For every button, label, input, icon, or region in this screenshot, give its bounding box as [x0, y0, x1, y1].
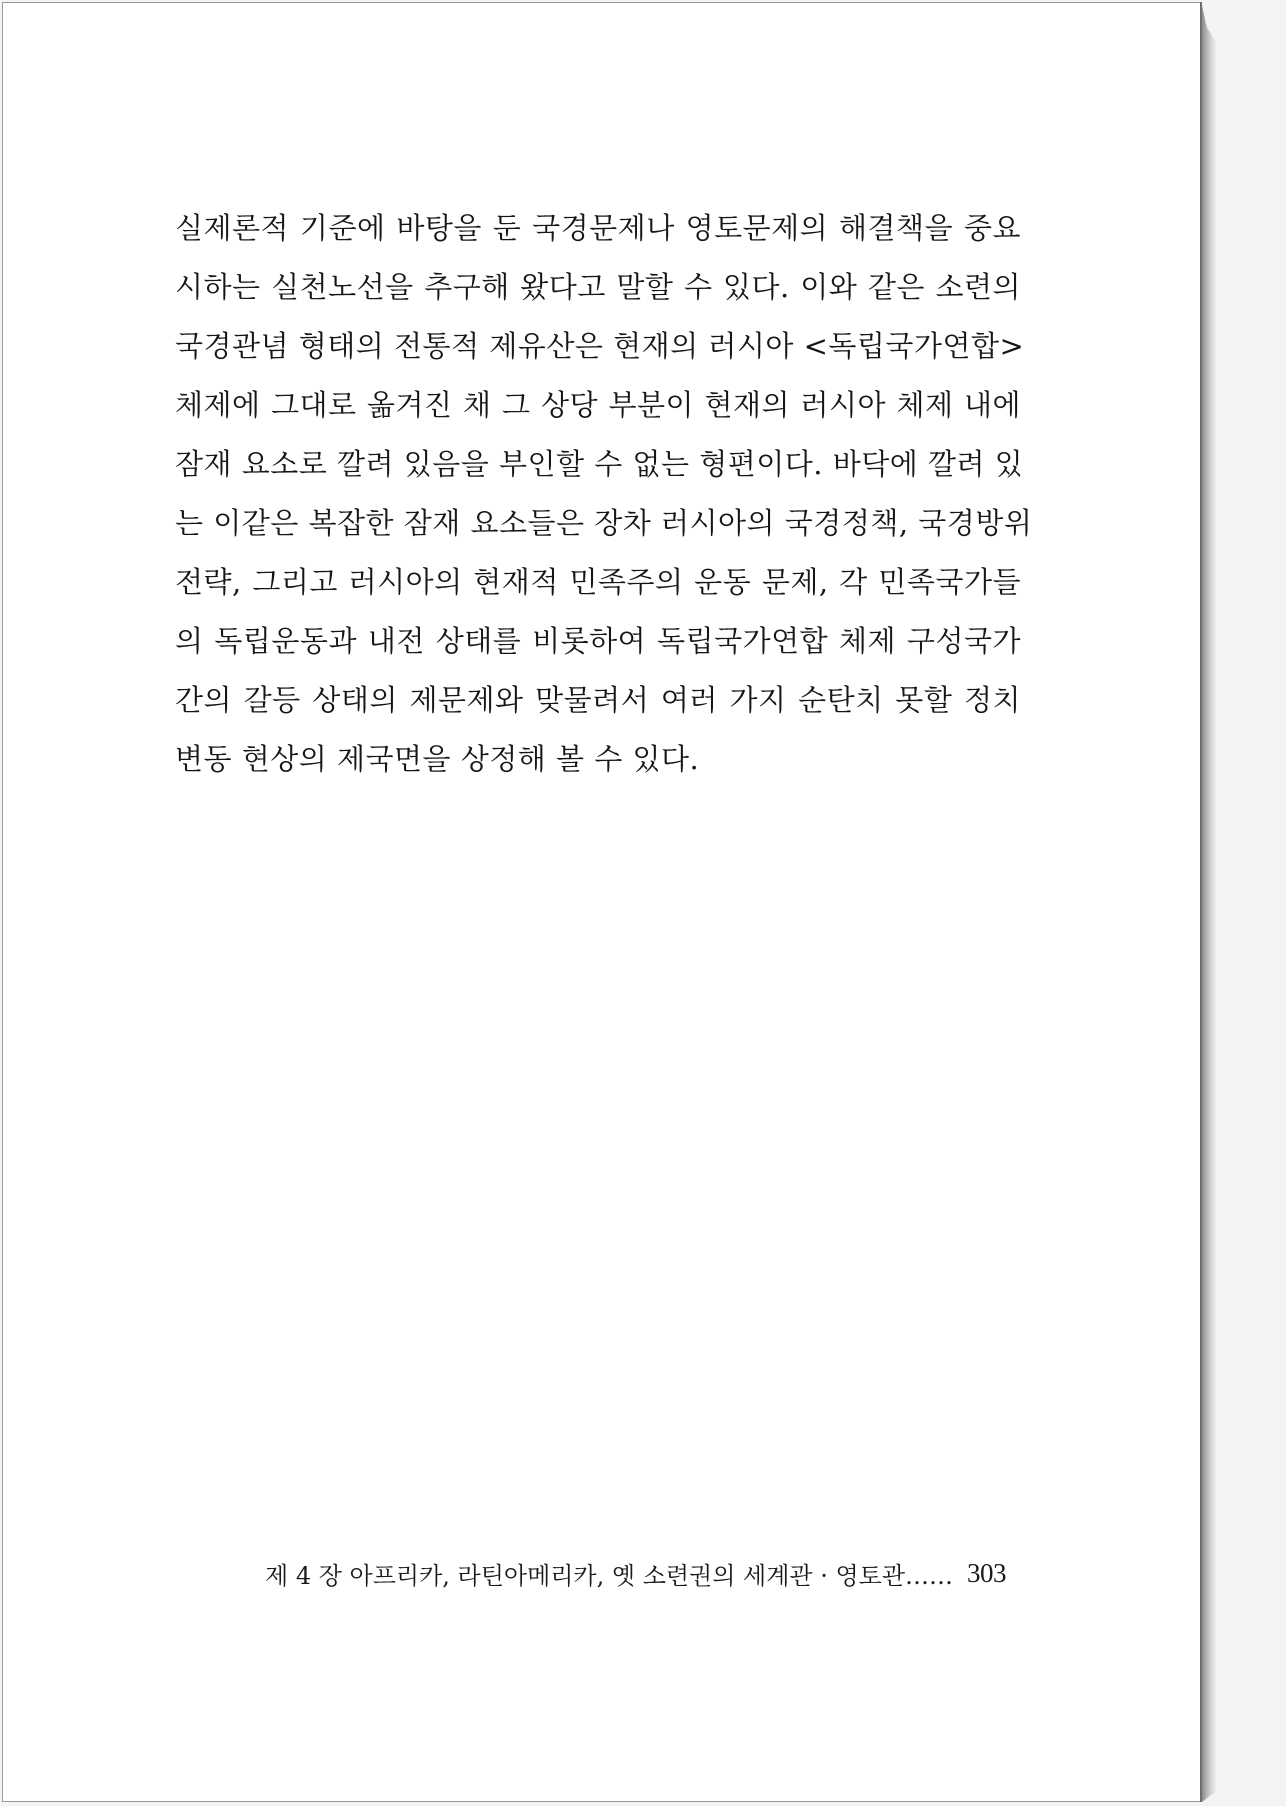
- body-line-10: 변동 현상의 제국면을 상정해 볼 수 있다.: [175, 742, 700, 776]
- body-line-2: 시하는 실천노선을 추구해 왔다고 말할 수 있다. 이와 같은 소련의: [175, 270, 1021, 304]
- body-line-7: 전략, 그리고 러시아의 현재적 민족주의 운동 문제, 각 민족국가들: [175, 565, 1021, 599]
- page-footer: [265, 1553, 1007, 1593]
- body-line-3: 국경관념 형태의 전통적 제유산은 현재의 러시아 <독립국가연합>: [175, 329, 1025, 363]
- page-edge-shadow: [1202, 6, 1216, 1802]
- body-paragraph: [175, 199, 1033, 789]
- body-line-1: 실제론적 기준에 바탕을 둔 국경문제나 영토문제의 해결책을 중요: [175, 211, 1021, 245]
- body-line-8: 의 독립운동과 내전 상태를 비롯하여 독립국가연합 체제 구성국가: [175, 624, 1021, 658]
- body-line-6: 는 이같은 복잡한 잠재 요소들은 장차 러시아의 국경정책, 국경방위: [175, 506, 1033, 540]
- book-page: [2, 2, 1202, 1802]
- running-head: 제 4 장 아프리카, 라틴아메리카, 옛 소련권의 세계관 · 영토관……: [265, 1561, 954, 1590]
- body-line-4: 체제에 그대로 옮겨진 채 그 상당 부분이 현재의 러시아 체제 내에: [175, 388, 1021, 422]
- page-edge-line: [1200, 2, 1202, 1802]
- body-line-5: 잠재 요소로 깔려 있음을 부인할 수 없는 형편이다. 바닥에 깔려 있: [175, 447, 1024, 481]
- page-number: 303: [967, 1557, 1007, 1588]
- body-line-9: 간의 갈등 상태의 제문제와 맞물려서 여러 가지 순탄치 못할 정치: [175, 683, 1021, 717]
